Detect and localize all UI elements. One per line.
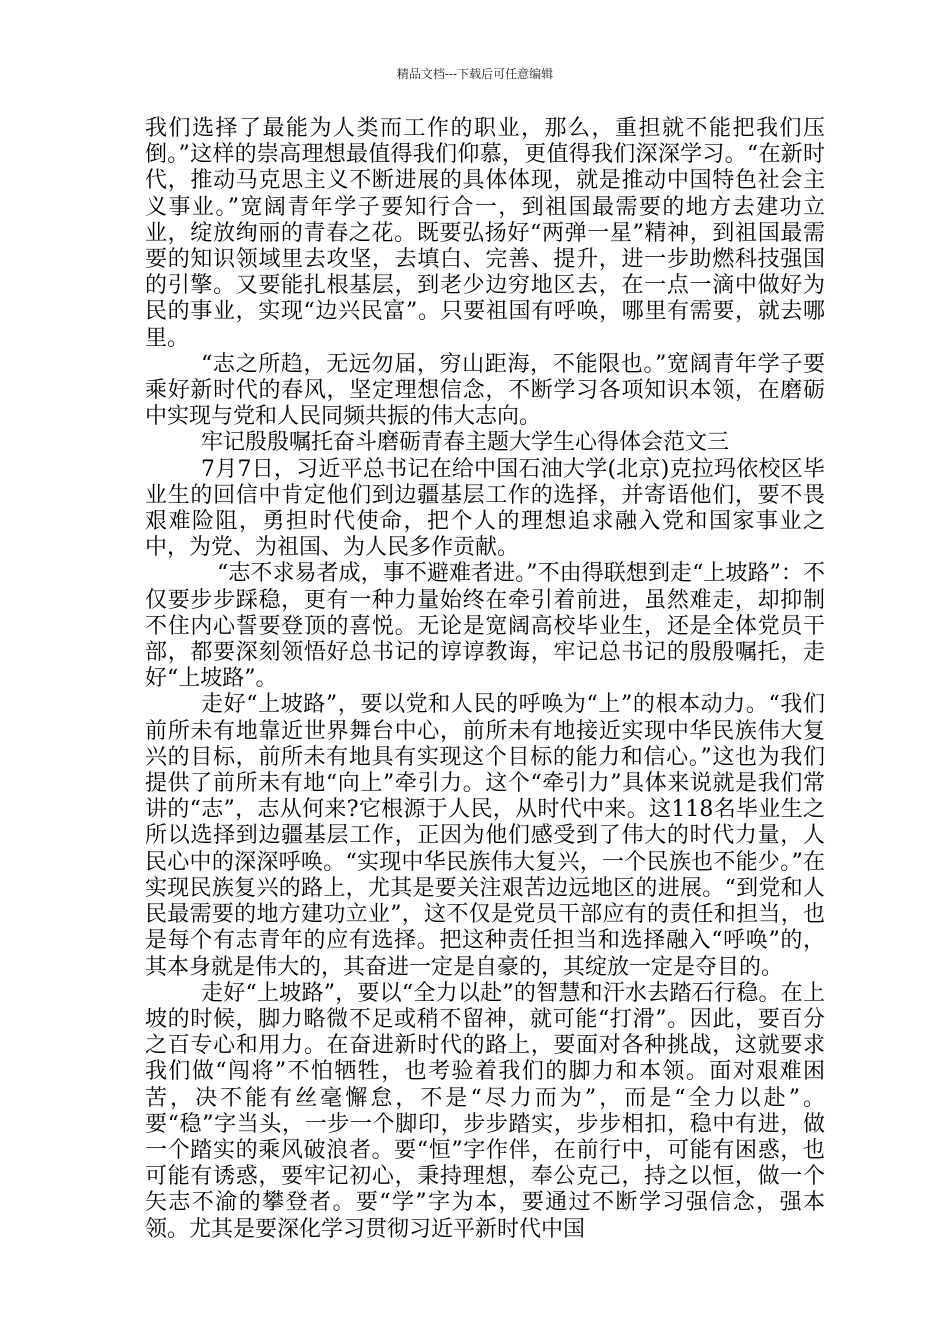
- paragraph-2: “志之所趋，无远勿届，穷山距海，不能限也。”宽阔青年学子要乘好新时代的春风，坚定理想信念，不断学习各项知识本领，在磨砺中实现与党和人民同频共振的伟大志向。: [145, 351, 825, 430]
- document-body: [145, 116, 825, 1243]
- paragraph-1: 我们选择了最能为人类而工作的职业，那么，重担就不能把我们压倒。”这样的崇高理想最值得我们仰慕，更值得我们深深学习。“在新时代，推动马克思主义不断进展的具体体现，就是推动中国特色社会主义事业。”宽阔青年学子要知行合一，到祖国最需要的地方去建功立业，绽放绚丽的青春之花。既要弘扬好“两弹一星”精神，到祖国最需要的知识领域里去攻坚，去填白、完善、提升，进一步助燃科技强国的引擎。又要能扎根基层，到老少边穷地区去，在一点一滴中做好为民的事业，实现“边兴民富”。只要祖国有呼唤，哪里有需要，就去哪里。: [145, 116, 825, 351]
- paragraph-3: 7月7日，习近平总书记在给中国石油大学(北京)克拉玛依校区毕业生的回信中肯定他们到边疆基层工作的选择，并寄语他们，要不畏艰难险阻，勇担时代使命，把个人的理想追求融入党和国家事业之中，为党、为祖国、为人民多作贡献。: [145, 456, 825, 561]
- paragraph-6: 走好“上坡路”，要以“全力以赴”的智慧和汗水去踏石行稳。在上坡的时候，脚力略微不足或稍不留神，就可能“打滑”。因此，要百分之百专心和用力。在奋进新时代的路上，要面对各种挑战，这就要求我们做“闯将”不怕牺牲，也考验着我们的脚力和本领。面对艰难困苦，决不能有丝毫懈怠，不是“尽力而为”，而是“全力以赴”。要“稳”字当头，一步一个脚印，步步踏实，步步相扣，稳中有进，做一个踏实的乘风破浪者。要“恒”字作伴，在前行中，可能有困惑，也可能有诱惑，要牢记初心，秉持理想，奉公克己，持之以恒，做一个矢志不渝的攀登者。要“学”字为本，要通过不断学习强信念，强本领。尤其是要深化学习贯彻习近平新时代中国: [145, 980, 825, 1242]
- section-title: 牢记殷殷嘱托奋斗磨砺青春主题大学生心得体会范文三: [201, 430, 730, 456]
- paragraph-4: “志不求易者成，事不避难者进。”不由得联想到走“上坡路”：不仅要步步踩稳，更有一种力量始终在牵引着前进，虽然难走，却抑制不住内心誓要登顶的喜悦。无论是宽阔高校毕业生，还是全体党员干部，都要深刻领悟好总书记的谆谆教诲，牢记总书记的殷殷嘱托，走好“上坡路”。: [145, 561, 825, 692]
- paragraph-5: 走好“上坡路”，要以党和人民的呼唤为“上”的根本动力。“我们前所未有地靠近世界舞台中心，前所未有地接近实现中华民族伟大复兴的目标，前所未有地具有实现这个目标的能力和信心。”这也为我们提供了前所未有地“向上”牵引力。这个“牵引力”具体来说就是我们常讲的“志”，志从何来?它根源于人民，从时代中来。这118名毕业生之所以选择到边疆基层工作，正因为他们感受到了伟大的时代力量，人民心中的深深呼唤。“实现中华民族伟大复兴，一个民族也不能少。”在实现民族复兴的路上，尤其是要关注艰苦边远地区的进展。“到党和人民最需要的地方建功立业”，这不仅是党员干部应有的责任和担当，也是每个有志青年的应有选择。把这种责任担当和选择融入“呼唤”的，其本身就是伟大的，其奋进一定是自豪的，其绽放一定是夺目的。: [145, 692, 825, 980]
- page-header: 精品文档---下载后可任意编辑: [396, 67, 554, 81]
